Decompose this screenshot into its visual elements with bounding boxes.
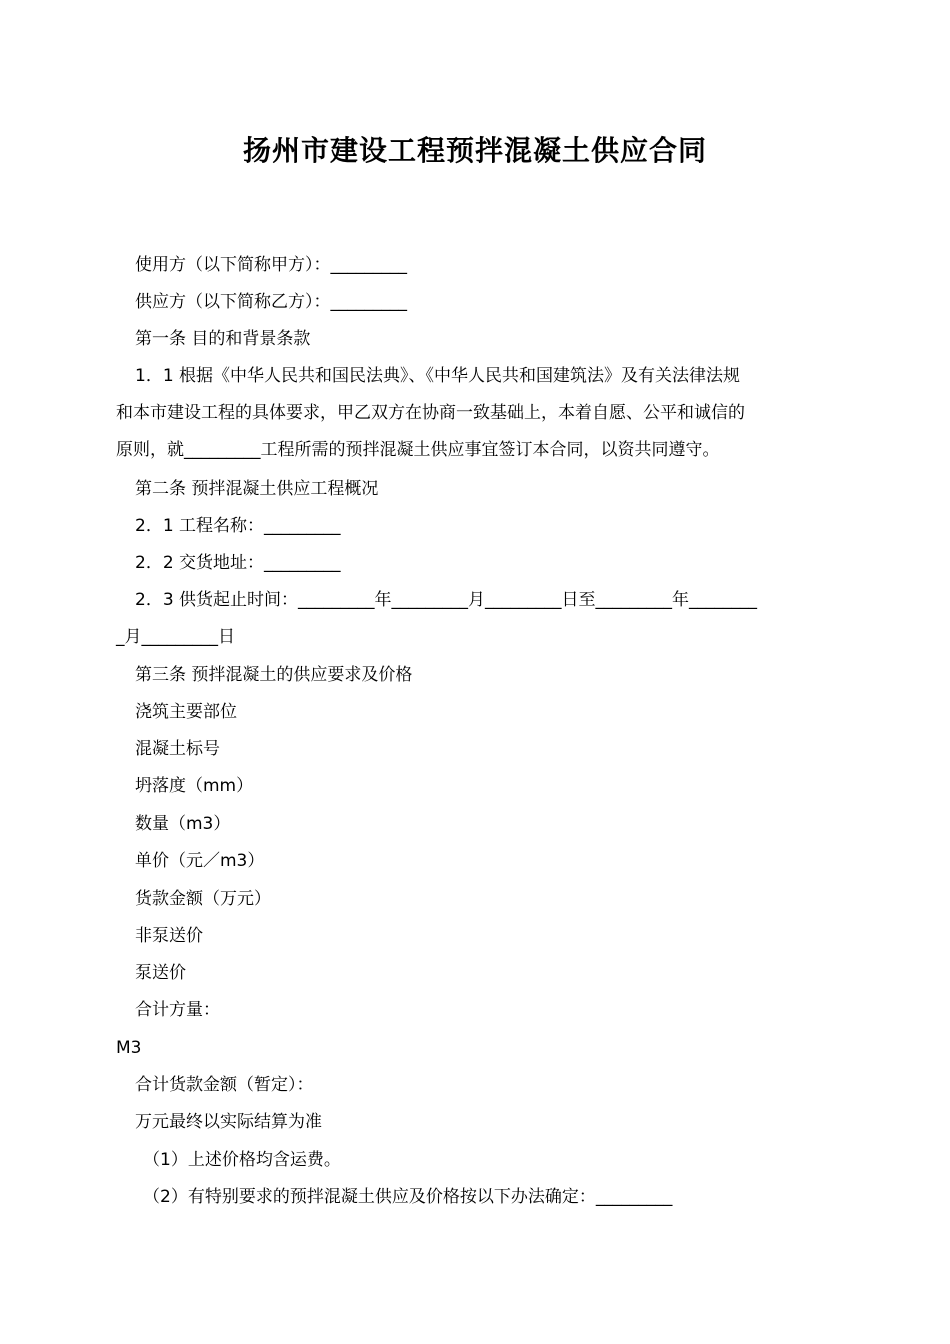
note-2: （2）有特别要求的预拌混凝土供应及价格按以下办法确定：_________ — [143, 1187, 673, 1207]
table-label-quantity: 数量（m3） — [135, 814, 231, 834]
clause-1-1-line-3: 原则，就_________工程所需的预拌混凝土供应事宜签订本合同，以资共同遵守。 — [116, 440, 720, 460]
article-3-heading: 第三条 预拌混凝土的供应要求及价格 — [135, 665, 413, 685]
clause-1-1-line-2: 和本市建设工程的具体要求，甲乙双方在协商一致基础上，本着自愿、公平和诚信的 — [116, 403, 745, 423]
total-amount-label: 合计货款金额（暂定）： — [135, 1075, 314, 1095]
table-label-pump-price: 泵送价 — [135, 963, 186, 983]
clause-1-1-line-1: 1．1 根据《中华人民共和国民法典》、《中华人民共和国建筑法》及有关法律法规 — [135, 366, 741, 386]
settlement-note: 万元最终以实际结算为准 — [135, 1112, 322, 1132]
table-label-unit-price: 单价（元／m3） — [135, 851, 265, 871]
clause-2-3-line-1: 2．3 供货起止时间：_________年_________月_________日至_________年________ — [135, 590, 758, 610]
clause-2-2: 2．2 交货地址：_________ — [135, 553, 341, 573]
table-label-amount: 货款金额（万元） — [135, 889, 271, 909]
table-label-concrete-grade: 混凝土标号 — [135, 739, 220, 759]
party-b-line: 供应方（以下简称乙方）：_________ — [135, 292, 407, 312]
total-volume-unit: M3 — [116, 1038, 142, 1058]
table-label-pour-location: 浇筑主要部位 — [135, 702, 237, 722]
document-title: 扬州市建设工程预拌混凝土供应合同 — [242, 134, 707, 167]
clause-2-1: 2．1 工程名称：_________ — [135, 516, 341, 536]
article-1-heading: 第一条 目的和背景条款 — [135, 329, 311, 349]
table-label-non-pump-price: 非泵送价 — [135, 926, 203, 946]
article-2-heading: 第二条 预拌混凝土供应工程概况 — [135, 479, 379, 499]
party-a-line: 使用方（以下简称甲方）：_________ — [135, 255, 407, 275]
note-1: （1）上述价格均含运费。 — [143, 1150, 341, 1170]
clause-2-3-line-2: _月_________日 — [116, 627, 235, 647]
table-label-slump: 坍落度（mm） — [135, 776, 254, 796]
total-volume-label: 合计方量： — [135, 1000, 220, 1020]
